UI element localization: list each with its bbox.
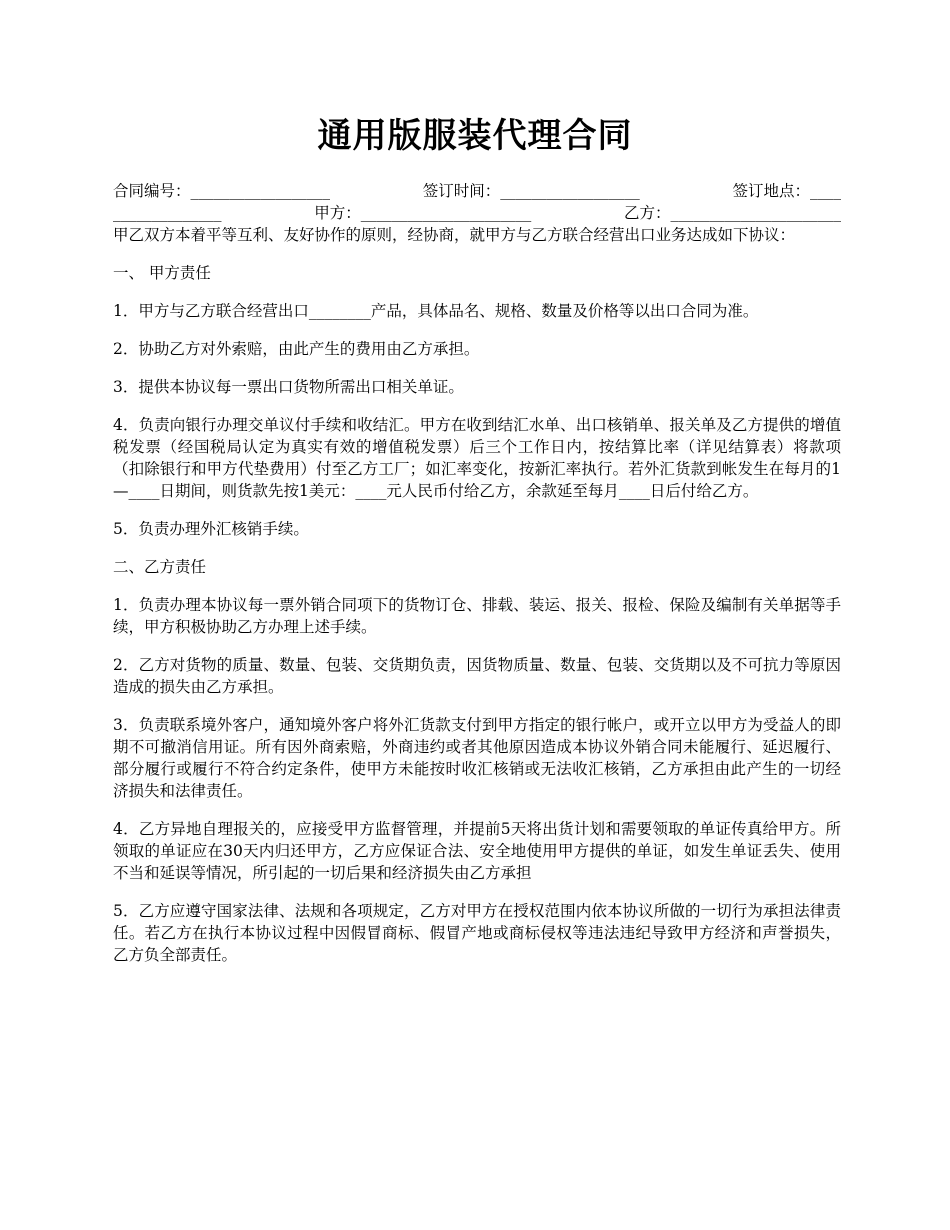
sign-place-field: 签订地点：____ bbox=[732, 182, 841, 200]
clause-b-1: 1．负责办理本协议每一票外销合同项下的货物订仓、排载、装运、报关、报检、保险及编制有关单据等手续，甲方积极协助乙方办理上述手续。 bbox=[113, 596, 841, 636]
meta-line-2 bbox=[113, 202, 841, 224]
clause-a-1: 1．甲方与乙方联合经营出口________产品，具体品名、规格、数量及价格等以出口合同为准。 bbox=[113, 302, 759, 320]
document-title: 通用版服装代理合同 bbox=[317, 116, 633, 156]
contract-number-field: 合同编号：__________________ bbox=[113, 182, 331, 200]
section-heading-party-a: 一、 甲方责任 bbox=[113, 264, 211, 282]
sign-place-continuation: ______________ bbox=[113, 204, 222, 222]
meta-line-1 bbox=[113, 180, 841, 202]
clause-a-3: 3．提供本协议每一票出口货物所需出口相关单证。 bbox=[113, 378, 464, 396]
clause-b-2: 2．乙方对货物的质量、数量、包装、交货期负责，因货物质量、数量、包装、交货期以及不可抗力等原因造成的损失由乙方承担。 bbox=[113, 656, 841, 696]
clause-b-4: 4．乙方异地自理报关的，应接受甲方监督管理，并提前5天将出货计划和需要领取的单证传真给甲方。所领取的单证应在30天内归还甲方，乙方应保证合法、安全地使用甲方提供的单证，如发生单证丢失、使用不当和延误等情况，所引起的一切后果和经济损失由乙方承担 bbox=[113, 820, 841, 882]
clause-a-4: 4．负责向银行办理交单议付手续和收结汇。甲方在收到结汇水单、出口核销单、报关单及乙方提供的增值税发票（经国税局认定为真实有效的增值税发票）后三个工作日内，按结算比率（详见结算表）将款项（扣除银行和甲方代垫费用）付至乙方工厂；如汇率变化，按新汇率执行。若外汇货款到帐发生在每月的1—____日期间，则货款先按1美元：____元人民币付给乙方，余款延至每月____日后付给乙方。 bbox=[113, 416, 841, 500]
clause-b-5: 5．乙方应遵守国家法律、法规和各项规定，乙方对甲方在授权范围内依本协议所做的一切行为承担法律责任。若乙方在执行本协议过程中因假冒商标、假冒产地或商标侵权等违法违纪导致甲方经济和声誉损失，乙方负全部责任。 bbox=[113, 902, 841, 964]
clause-b-3: 3．负责联系境外客户，通知境外客户将外汇货款支付到甲方指定的银行帐户，或开立以甲方为受益人的即期不可撤消信用证。所有因外商索赔，外商违约或者其他原因造成本协议外销合同未能履行、延迟履行、部分履行或履行不符合约定条件，使甲方未能按时收汇核销或无法收汇核销，乙方承担由此产生的一切经济损失和法律责任。 bbox=[113, 716, 841, 800]
document-body bbox=[113, 180, 841, 966]
party-a-field: 甲方：______________________ bbox=[314, 204, 532, 222]
party-b-field: 乙方：______________________ bbox=[623, 204, 841, 222]
intro-paragraph: 甲乙双方本着平等互利、友好协作的原则，经协商，就甲方与乙方联合经营出口业务达成如下协议： bbox=[113, 226, 796, 244]
clause-a-5: 5．负责办理外汇核销手续。 bbox=[113, 520, 309, 538]
section-heading-party-b: 二、乙方责任 bbox=[113, 558, 207, 576]
clause-a-2: 2．协助乙方对外索赔，由此产生的费用由乙方承担。 bbox=[113, 340, 480, 358]
sign-time-field: 签订时间：__________________ bbox=[422, 182, 640, 200]
